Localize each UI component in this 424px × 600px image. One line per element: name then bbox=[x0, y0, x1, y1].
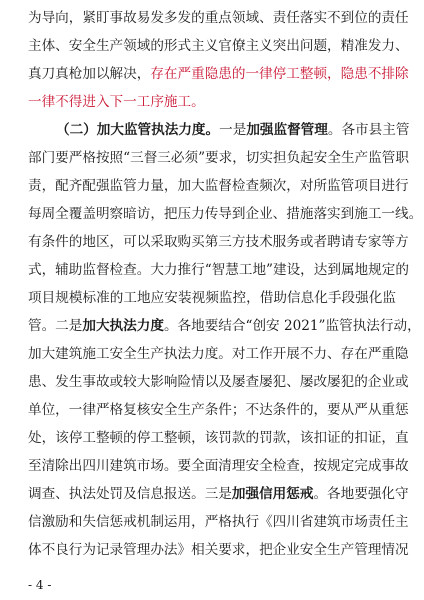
text-segment: 管。二是 bbox=[28, 318, 83, 334]
subsection-title: 加强信用惩戒 bbox=[231, 486, 314, 502]
text-line: 部门要严格按照“三督三必须”要求，切实担负起安全生产监管职 bbox=[28, 150, 409, 166]
text-segment: 。各地要强化守 bbox=[313, 486, 409, 502]
text-line bbox=[28, 318, 421, 334]
section-number: （二） bbox=[56, 122, 97, 138]
text-line: 单位，一律严格复核安全生产条件；不达条件的，要从严从重惩 bbox=[28, 402, 409, 418]
text-line bbox=[28, 94, 396, 110]
subsection-title: 加强监督管理 bbox=[246, 122, 328, 138]
text-segment: 调查、执法处罚及信息报送。三是 bbox=[28, 486, 232, 502]
text-line: 体不良行为记录管理办法》相关要求，把企业安全生产管理情况 bbox=[28, 542, 409, 558]
text-segment: 真刀真枪加以解决， bbox=[28, 66, 151, 82]
text-line: 信激励和失信惩戒机制运用，严格执行《四川省建筑市场责任主 bbox=[28, 514, 409, 530]
section-title: 加大监管执法力度。 bbox=[96, 122, 220, 138]
text-line: 至清除出四川建筑市场。要全面清理安全检查，按规定完成事故 bbox=[28, 458, 409, 474]
highlight-text: 一律不得进入下一工序施工。 bbox=[28, 94, 205, 110]
text-line: 责，配齐配强监管力量，加大监督检查频次，对所监管项目进行 bbox=[28, 178, 409, 194]
text-line bbox=[28, 66, 409, 82]
text-segment: 。各市县主管 bbox=[327, 122, 410, 138]
text-line: 处，该停工整顿的停工整顿，该罚款的罚款，该扣证的扣证，直 bbox=[28, 430, 409, 446]
text-line: 有条件的地区，可以采取购买第三方技术服务或者聘请专家等方 bbox=[28, 234, 409, 250]
text-line: 主体、安全生产领域的形式主义官僚主义突出问题，精准发力、 bbox=[28, 38, 409, 54]
text-segment: 一是 bbox=[219, 122, 247, 138]
section-heading-line bbox=[56, 122, 410, 138]
highlight-text: 存在严重隐患的一律停工整顿，隐患不排除 bbox=[150, 66, 409, 82]
text-segment: 。各地要结合“创安 2021”监管执法行动， bbox=[163, 318, 421, 334]
text-line bbox=[28, 486, 409, 502]
text-line: 加大建筑施工安全生产执法力度。对工作开展不力、存在严重隐 bbox=[28, 346, 409, 362]
text-line: 项目规模标准的工地应安装视频监控，借助信息化手段强化监 bbox=[28, 290, 396, 306]
text-line: 患、发生事故或较大影响险情以及屡查屡犯、屡改屡犯的企业或 bbox=[28, 374, 409, 390]
page-number: - 4 - bbox=[28, 578, 52, 592]
text-line: 每周全覆盖明察暗访，把压力传导到企业、措施落实到施工一线。 bbox=[28, 206, 423, 222]
text-line: 式，辅助监督检查。大力推行“智慧工地”建设，达到属地规定的 bbox=[28, 262, 409, 278]
subsection-title: 加大执法力度 bbox=[82, 318, 164, 334]
text-line: 为导向，紧盯事故易发多发的重点领域、责任落实不到位的责任 bbox=[28, 10, 409, 26]
